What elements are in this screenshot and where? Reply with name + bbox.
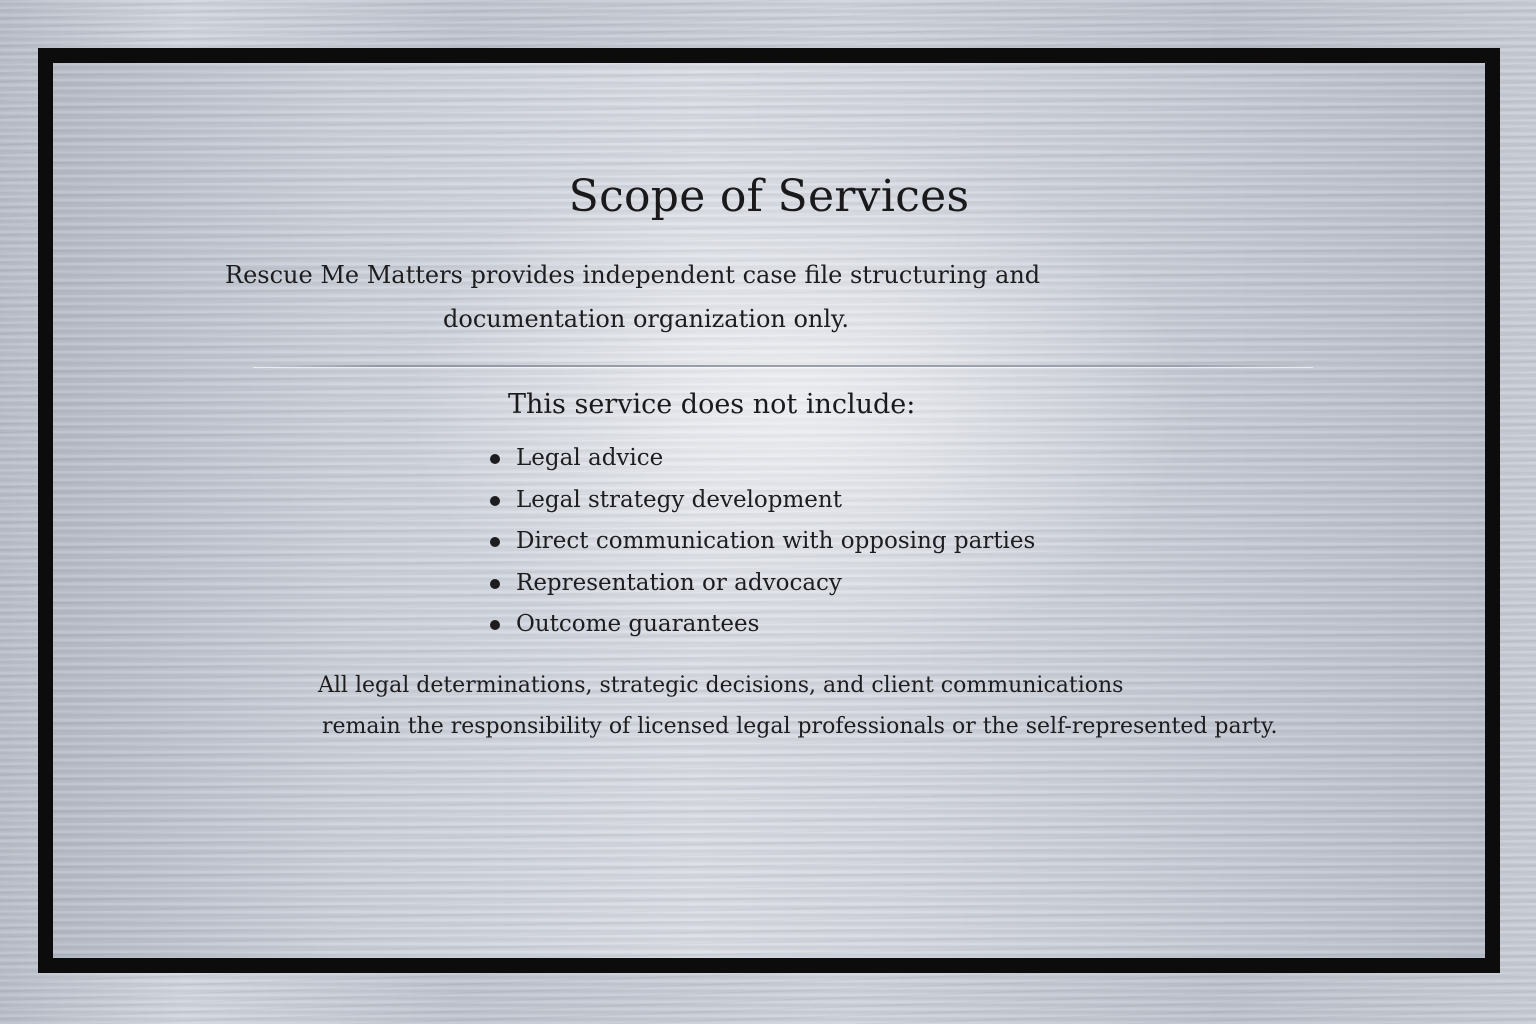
list-item bbox=[490, 521, 1035, 563]
list-item bbox=[490, 438, 1035, 480]
section-divider bbox=[253, 365, 1313, 367]
list-item bbox=[490, 480, 1035, 522]
closing-line-1: All legal determinations, strategic decisions, and client communications bbox=[318, 673, 1124, 698]
closing-paragraph bbox=[318, 665, 1278, 747]
document-frame bbox=[38, 48, 1500, 973]
exclusions-list bbox=[490, 438, 1035, 646]
exclusion-direct-communication: Direct communication with opposing parties bbox=[516, 528, 1036, 554]
exclusion-legal-advice: Legal advice bbox=[516, 445, 664, 471]
bullet-icon bbox=[490, 620, 500, 630]
intro-line-2: documentation organization only. bbox=[443, 305, 850, 333]
closing-line-2: remain the responsibility of licensed legal professionals or the self-represented party. bbox=[322, 714, 1278, 739]
list-item bbox=[490, 563, 1035, 605]
exclusions-heading: This service does not include: bbox=[508, 389, 916, 420]
intro-paragraph bbox=[225, 253, 1125, 341]
list-item bbox=[490, 604, 1035, 646]
exclusion-representation: Representation or advocacy bbox=[516, 569, 842, 596]
bullet-icon bbox=[490, 579, 500, 589]
page-title: Scope of Services bbox=[568, 171, 970, 222]
intro-line-1: Rescue Me Matters provides independent case file structuring and bbox=[225, 261, 1041, 289]
exclusion-outcome-guarantees: Outcome guarantees bbox=[516, 611, 760, 637]
bullet-icon bbox=[490, 454, 500, 464]
bullet-icon bbox=[490, 496, 500, 506]
bullet-icon bbox=[490, 537, 500, 547]
brushed-metal-panel bbox=[53, 63, 1485, 958]
exclusion-legal-strategy: Legal strategy development bbox=[516, 486, 842, 513]
